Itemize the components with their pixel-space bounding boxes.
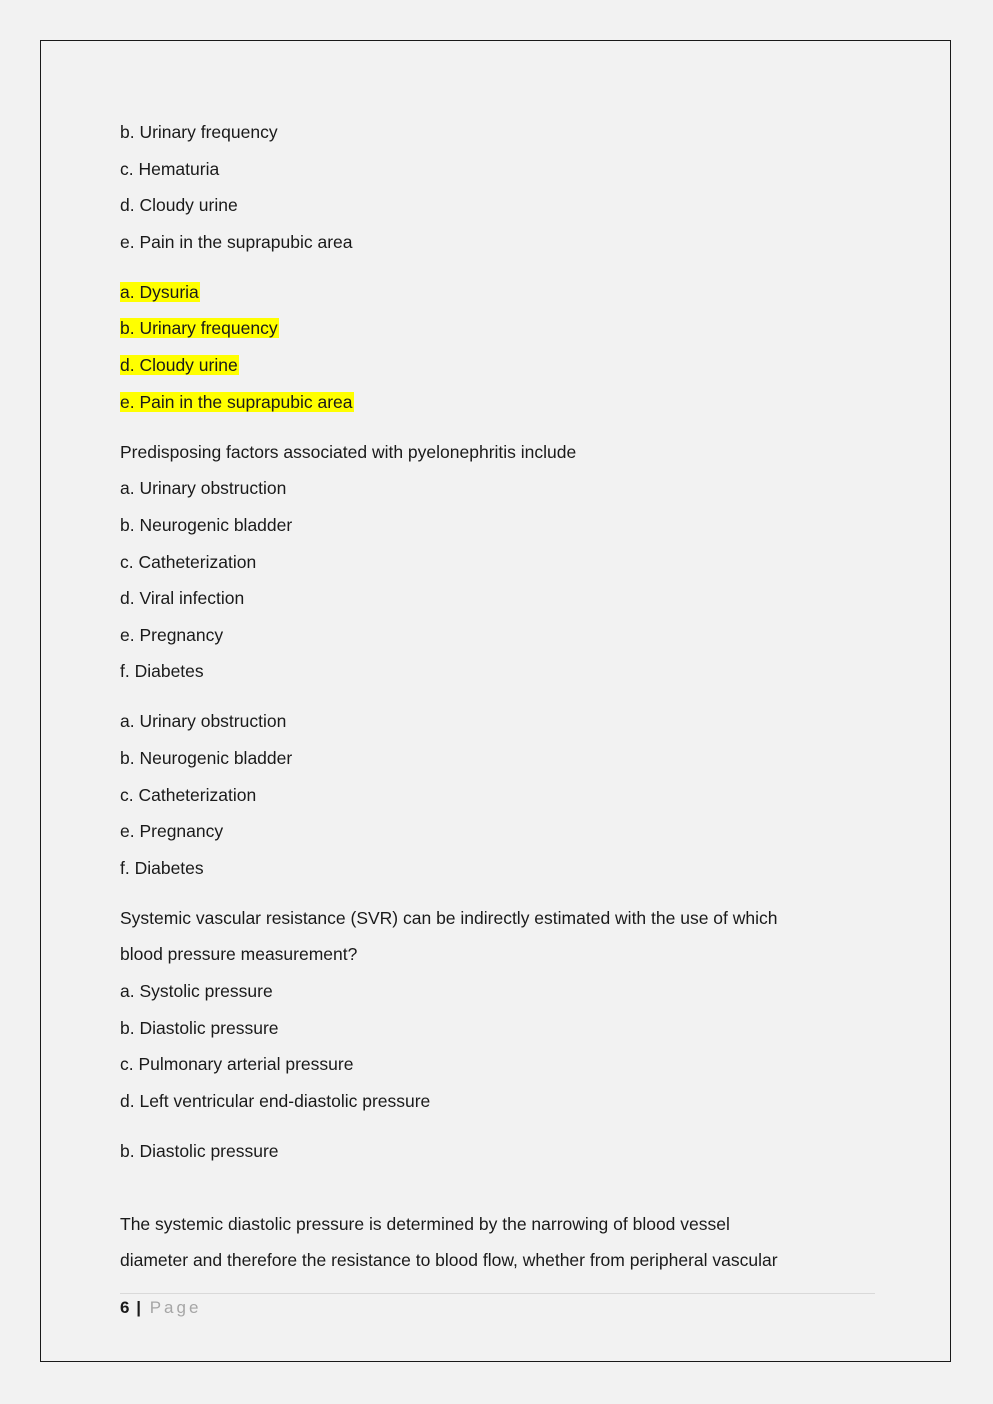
answer-line: a. Urinary obstruction xyxy=(120,711,287,732)
answer-line xyxy=(120,387,880,424)
page-label: Page xyxy=(149,1298,202,1317)
answer-line xyxy=(120,313,880,350)
document-page xyxy=(40,40,951,1362)
question-text: Systemic vascular resistance (SVR) can be indirectly estimated with the use of which xyxy=(120,907,778,928)
rationale-text: The systemic diastolic pressure is determined by the narrowing of blood vessel xyxy=(120,1213,730,1234)
answer-line: b. Neurogenic bladder xyxy=(120,748,293,768)
highlighted-answer: b. Urinary frequency xyxy=(120,318,278,339)
answer-line: e. Pregnancy xyxy=(120,821,224,842)
page-content xyxy=(120,117,880,1282)
answer-line xyxy=(120,277,880,314)
option-line: b. Urinary frequency xyxy=(120,122,278,142)
option-line: c. Hematuria xyxy=(120,158,220,179)
highlighted-answer: d. Cloudy urine xyxy=(120,355,238,376)
spacer xyxy=(120,263,880,277)
rationale-text: diameter and therefore the resistance to blood flow, whether from peripheral vascular xyxy=(120,1250,778,1271)
question-text: blood pressure measurement? xyxy=(120,944,358,965)
page-footer xyxy=(120,1293,875,1318)
answer-line: c. Catheterization xyxy=(120,784,257,805)
option-line: a. Systolic pressure xyxy=(120,981,273,1002)
option-line: b. Neurogenic bladder xyxy=(120,514,293,535)
option-line: a. Urinary obstruction xyxy=(120,478,287,499)
option-line: c. Catheterization xyxy=(120,551,257,572)
spacer xyxy=(120,1173,880,1209)
spacer xyxy=(120,889,880,903)
spacer xyxy=(120,1122,880,1136)
option-line: d. Viral infection xyxy=(120,588,245,609)
spacer xyxy=(120,693,880,707)
spacer xyxy=(120,423,880,437)
option-line: f. Diabetes xyxy=(120,661,204,682)
answer-line: f. Diabetes xyxy=(120,857,204,878)
answer-line: b. Diastolic pressure xyxy=(120,1140,279,1161)
highlighted-answer: e. Pain in the suprapubic area xyxy=(120,391,353,412)
option-line: e. Pregnancy xyxy=(120,624,224,645)
highlighted-answer: a. Dysuria xyxy=(120,281,199,302)
answer-line xyxy=(120,350,880,387)
option-line: e. Pain in the suprapubic area xyxy=(120,231,353,252)
question-text: Predisposing factors associated with pyelonephritis include xyxy=(120,441,577,462)
page-number: 6 xyxy=(120,1298,130,1317)
footer-separator: | xyxy=(136,1298,141,1317)
option-line: c. Pulmonary arterial pressure xyxy=(120,1054,354,1075)
option-line: d. Left ventricular end-diastolic pressure xyxy=(120,1090,431,1111)
option-line: d. Cloudy urine xyxy=(120,195,238,216)
option-line: b. Diastolic pressure xyxy=(120,1017,279,1038)
